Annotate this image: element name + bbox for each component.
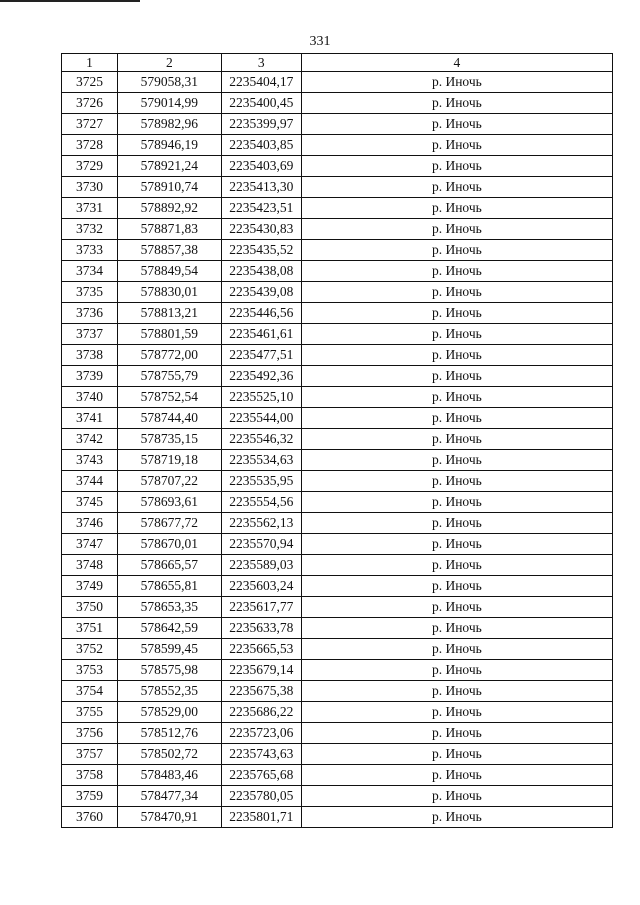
description-cell: р. Иночь: [301, 576, 612, 597]
point-number-cell: 3756: [62, 723, 118, 744]
point-number-cell: 3747: [62, 534, 118, 555]
description-cell: р. Иночь: [301, 597, 612, 618]
description-cell: р. Иночь: [301, 72, 612, 93]
point-number-cell: 3737: [62, 324, 118, 345]
point-number-cell: 3736: [62, 303, 118, 324]
x-coordinate-cell: 579058,31: [117, 72, 221, 93]
description-cell: р. Иночь: [301, 219, 612, 240]
point-number-cell: 3752: [62, 639, 118, 660]
x-coordinate-cell: 578830,01: [117, 282, 221, 303]
table-row: [62, 576, 613, 597]
point-number-cell: 3725: [62, 72, 118, 93]
table-row: [62, 261, 613, 282]
point-number-cell: 3742: [62, 429, 118, 450]
description-cell: р. Иночь: [301, 240, 612, 261]
point-number-cell: 3745: [62, 492, 118, 513]
x-coordinate-cell: 578599,45: [117, 639, 221, 660]
description-cell: р. Иночь: [301, 618, 612, 639]
table-row: [62, 93, 613, 114]
point-number-cell: 3744: [62, 471, 118, 492]
table-row: [62, 555, 613, 576]
table-row: [62, 807, 613, 828]
x-coordinate-cell: 578477,34: [117, 786, 221, 807]
table-row: [62, 744, 613, 765]
table-header: [62, 54, 613, 72]
x-coordinate-cell: 578871,83: [117, 219, 221, 240]
x-coordinate-cell: 578744,40: [117, 408, 221, 429]
y-coordinate-cell: 2235439,08: [221, 282, 301, 303]
description-cell: р. Иночь: [301, 555, 612, 576]
table-row: [62, 702, 613, 723]
scan-edge-mark: [0, 0, 140, 2]
description-cell: р. Иночь: [301, 702, 612, 723]
y-coordinate-cell: 2235430,83: [221, 219, 301, 240]
y-coordinate-cell: 2235570,94: [221, 534, 301, 555]
y-coordinate-cell: 2235723,06: [221, 723, 301, 744]
description-cell: р. Иночь: [301, 387, 612, 408]
header-cell-y-coordinate: 3: [221, 54, 301, 72]
description-cell: р. Иночь: [301, 324, 612, 345]
description-cell: р. Иночь: [301, 723, 612, 744]
page-number: 331: [309, 34, 331, 49]
description-cell: р. Иночь: [301, 408, 612, 429]
point-number-cell: 3760: [62, 807, 118, 828]
point-number-cell: 3750: [62, 597, 118, 618]
point-number-cell: 3757: [62, 744, 118, 765]
table-row: [62, 114, 613, 135]
description-cell: р. Иночь: [301, 513, 612, 534]
y-coordinate-cell: 2235399,97: [221, 114, 301, 135]
description-cell: р. Иночь: [301, 660, 612, 681]
description-cell: р. Иночь: [301, 471, 612, 492]
table-row: [62, 660, 613, 681]
point-number-cell: 3733: [62, 240, 118, 261]
header-cell-point-number: 1: [62, 54, 118, 72]
y-coordinate-cell: 2235675,38: [221, 681, 301, 702]
point-number-cell: 3751: [62, 618, 118, 639]
header-cell-x-coordinate: 2: [117, 54, 221, 72]
table-row: [62, 513, 613, 534]
y-coordinate-cell: 2235435,52: [221, 240, 301, 261]
description-cell: р. Иночь: [301, 93, 612, 114]
y-coordinate-cell: 2235665,53: [221, 639, 301, 660]
table-row: [62, 387, 613, 408]
y-coordinate-cell: 2235603,24: [221, 576, 301, 597]
x-coordinate-cell: 578512,76: [117, 723, 221, 744]
x-coordinate-cell: 578502,72: [117, 744, 221, 765]
x-coordinate-cell: 578813,21: [117, 303, 221, 324]
table-row: [62, 135, 613, 156]
point-number-cell: 3754: [62, 681, 118, 702]
y-coordinate-cell: 2235554,56: [221, 492, 301, 513]
y-coordinate-cell: 2235492,36: [221, 366, 301, 387]
y-coordinate-cell: 2235801,71: [221, 807, 301, 828]
table-row: [62, 408, 613, 429]
y-coordinate-cell: 2235534,63: [221, 450, 301, 471]
x-coordinate-cell: 578946,19: [117, 135, 221, 156]
x-coordinate-cell: 578483,46: [117, 765, 221, 786]
x-coordinate-cell: 578892,92: [117, 198, 221, 219]
x-coordinate-cell: 578575,98: [117, 660, 221, 681]
x-coordinate-cell: 578849,54: [117, 261, 221, 282]
y-coordinate-cell: 2235743,63: [221, 744, 301, 765]
y-coordinate-cell: 2235633,78: [221, 618, 301, 639]
table-row: [62, 786, 613, 807]
table-row: [62, 219, 613, 240]
x-coordinate-cell: 578982,96: [117, 114, 221, 135]
description-cell: р. Иночь: [301, 177, 612, 198]
point-number-cell: 3739: [62, 366, 118, 387]
description-cell: р. Иночь: [301, 681, 612, 702]
y-coordinate-cell: 2235525,10: [221, 387, 301, 408]
y-coordinate-cell: 2235423,51: [221, 198, 301, 219]
table-row: [62, 345, 613, 366]
y-coordinate-cell: 2235403,85: [221, 135, 301, 156]
point-number-cell: 3726: [62, 93, 118, 114]
table-row: [62, 723, 613, 744]
table-row: [62, 450, 613, 471]
description-cell: р. Иночь: [301, 282, 612, 303]
x-coordinate-cell: 578670,01: [117, 534, 221, 555]
description-cell: р. Иночь: [301, 450, 612, 471]
y-coordinate-cell: 2235589,03: [221, 555, 301, 576]
header-row: [62, 54, 613, 72]
x-coordinate-cell: 578857,38: [117, 240, 221, 261]
description-cell: р. Иночь: [301, 492, 612, 513]
point-number-cell: 3741: [62, 408, 118, 429]
y-coordinate-cell: 2235446,56: [221, 303, 301, 324]
x-coordinate-cell: 578529,00: [117, 702, 221, 723]
point-number-cell: 3731: [62, 198, 118, 219]
y-coordinate-cell: 2235413,30: [221, 177, 301, 198]
x-coordinate-cell: 578910,74: [117, 177, 221, 198]
x-coordinate-cell: 578642,59: [117, 618, 221, 639]
description-cell: р. Иночь: [301, 765, 612, 786]
x-coordinate-cell: 578693,61: [117, 492, 221, 513]
table-row: [62, 177, 613, 198]
point-number-cell: 3738: [62, 345, 118, 366]
point-number-cell: 3746: [62, 513, 118, 534]
table-row: [62, 618, 613, 639]
y-coordinate-cell: 2235679,14: [221, 660, 301, 681]
table-row: [62, 303, 613, 324]
coordinates-table: [61, 53, 613, 828]
y-coordinate-cell: 2235461,61: [221, 324, 301, 345]
y-coordinate-cell: 2235535,95: [221, 471, 301, 492]
description-cell: р. Иночь: [301, 135, 612, 156]
x-coordinate-cell: 578552,35: [117, 681, 221, 702]
table-row: [62, 240, 613, 261]
x-coordinate-cell: 578735,15: [117, 429, 221, 450]
table-row: [62, 765, 613, 786]
y-coordinate-cell: 2235617,77: [221, 597, 301, 618]
y-coordinate-cell: 2235477,51: [221, 345, 301, 366]
y-coordinate-cell: 2235404,17: [221, 72, 301, 93]
table-row: [62, 429, 613, 450]
description-cell: р. Иночь: [301, 534, 612, 555]
x-coordinate-cell: 578772,00: [117, 345, 221, 366]
table-row: [62, 471, 613, 492]
x-coordinate-cell: 578752,54: [117, 387, 221, 408]
x-coordinate-cell: 578801,59: [117, 324, 221, 345]
y-coordinate-cell: 2235544,00: [221, 408, 301, 429]
point-number-cell: 3730: [62, 177, 118, 198]
description-cell: р. Иночь: [301, 261, 612, 282]
description-cell: р. Иночь: [301, 639, 612, 660]
point-number-cell: 3743: [62, 450, 118, 471]
description-cell: р. Иночь: [301, 786, 612, 807]
y-coordinate-cell: 2235686,22: [221, 702, 301, 723]
x-coordinate-cell: 578653,35: [117, 597, 221, 618]
y-coordinate-cell: 2235562,13: [221, 513, 301, 534]
table-row: [62, 534, 613, 555]
table-row: [62, 597, 613, 618]
point-number-cell: 3729: [62, 156, 118, 177]
description-cell: р. Иночь: [301, 429, 612, 450]
point-number-cell: 3732: [62, 219, 118, 240]
table-row: [62, 639, 613, 660]
description-cell: р. Иночь: [301, 744, 612, 765]
table-row: [62, 282, 613, 303]
table-row: [62, 492, 613, 513]
point-number-cell: 3759: [62, 786, 118, 807]
y-coordinate-cell: 2235438,08: [221, 261, 301, 282]
x-coordinate-cell: 578677,72: [117, 513, 221, 534]
x-coordinate-cell: 578655,81: [117, 576, 221, 597]
description-cell: р. Иночь: [301, 156, 612, 177]
point-number-cell: 3727: [62, 114, 118, 135]
table-row: [62, 366, 613, 387]
point-number-cell: 3749: [62, 576, 118, 597]
table-row: [62, 156, 613, 177]
y-coordinate-cell: 2235780,05: [221, 786, 301, 807]
point-number-cell: 3755: [62, 702, 118, 723]
x-coordinate-cell: 578755,79: [117, 366, 221, 387]
table-row: [62, 324, 613, 345]
point-number-cell: 3735: [62, 282, 118, 303]
x-coordinate-cell: 578707,22: [117, 471, 221, 492]
x-coordinate-cell: 578470,91: [117, 807, 221, 828]
point-number-cell: 3734: [62, 261, 118, 282]
description-cell: р. Иночь: [301, 303, 612, 324]
description-cell: р. Иночь: [301, 807, 612, 828]
point-number-cell: 3748: [62, 555, 118, 576]
table-row: [62, 198, 613, 219]
point-number-cell: 3740: [62, 387, 118, 408]
table-row: [62, 681, 613, 702]
y-coordinate-cell: 2235400,45: [221, 93, 301, 114]
x-coordinate-cell: 578921,24: [117, 156, 221, 177]
point-number-cell: 3728: [62, 135, 118, 156]
y-coordinate-cell: 2235403,69: [221, 156, 301, 177]
x-coordinate-cell: 579014,99: [117, 93, 221, 114]
y-coordinate-cell: 2235546,32: [221, 429, 301, 450]
header-cell-description: 4: [301, 54, 612, 72]
x-coordinate-cell: 578665,57: [117, 555, 221, 576]
table-row: [62, 72, 613, 93]
description-cell: р. Иночь: [301, 198, 612, 219]
point-number-cell: 3753: [62, 660, 118, 681]
description-cell: р. Иночь: [301, 345, 612, 366]
point-number-cell: 3758: [62, 765, 118, 786]
y-coordinate-cell: 2235765,68: [221, 765, 301, 786]
description-cell: р. Иночь: [301, 114, 612, 135]
description-cell: р. Иночь: [301, 366, 612, 387]
table-body: [62, 72, 613, 828]
x-coordinate-cell: 578719,18: [117, 450, 221, 471]
